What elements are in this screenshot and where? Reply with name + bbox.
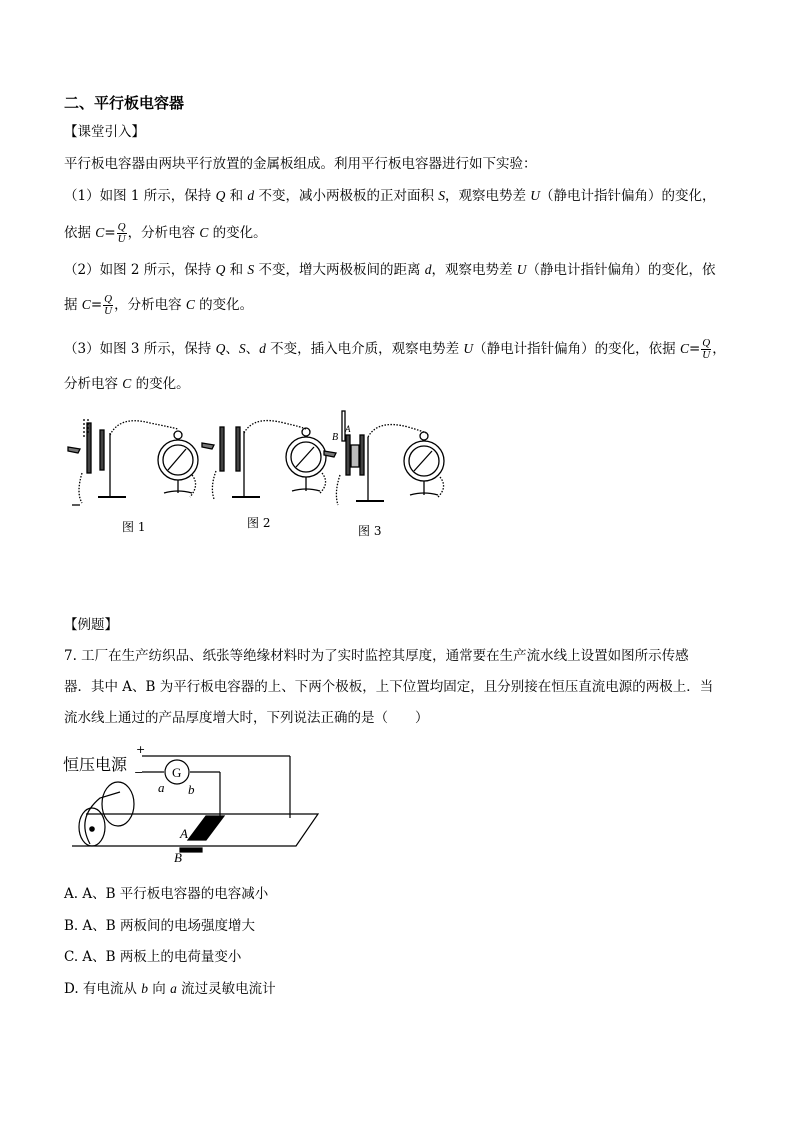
power-label: 恒压电源	[63, 755, 128, 774]
figure-3-caption: 图 3	[358, 524, 382, 538]
exp2-line2: 据 C= $\frac{Q}{U}$ ，分析电容 C 的变化。	[64, 293, 254, 317]
intro-text: 平行板电容器由两块平行放置的金属板组成。利用平行板电容器进行如下实验：	[64, 156, 537, 172]
exp3-line1: （3）如图 3 所示，保持 Q、S、d 不变，插入电介质，观察电势差 U（静电计指针偏角）的变化，依据 C= $\frac{Q}{U}$ ，	[64, 337, 726, 361]
figure-1-caption: 图 1	[122, 520, 146, 534]
section-title: 二、平行板电容器	[64, 94, 185, 112]
option-a[interactable]: A. A、B 平行板电容器的电容减小	[64, 886, 269, 902]
option-b[interactable]: B. A、B 两板间的电场强度增大	[64, 918, 255, 934]
intro-heading: 【课堂引入】	[64, 124, 145, 140]
formula-fraction: $\frac{Q}{U}$	[104, 293, 113, 317]
plus-label: +	[136, 743, 146, 756]
figure-3-drawing	[324, 411, 444, 505]
sensor-diagram	[62, 742, 362, 867]
exp1-line1: （1）如图 1 所示，保持 Q 和 d 不变，减小两极板的正对面积 S，观察电势差 U（静电计指针偏角）的变化，	[64, 188, 716, 204]
formula-fraction: $\frac{Q}{U}$	[117, 221, 126, 245]
example-heading: 【例题】	[64, 617, 118, 633]
terminal-a-label: a	[158, 780, 165, 795]
exp3-line2: 分析电容 C 的变化。	[64, 376, 190, 392]
fig3-label-b: B	[332, 432, 339, 443]
figure-2-drawing	[202, 421, 326, 499]
question-line-3: 流水线上通过的产品厚度增大时，下列说法正确的是（ ）	[64, 710, 429, 726]
plate-a-label: A	[180, 826, 188, 841]
plate-b-label: B	[174, 850, 182, 865]
terminal-b-label: b	[188, 782, 195, 797]
minus-label: −	[134, 766, 144, 779]
question-line-1: 7. 工厂在生产纺织品、纸张等绝缘材料时为了实时监控其厚度，通常要在生产流水线上设置如图所示传感	[64, 648, 689, 664]
meter-label: G	[172, 765, 182, 780]
formula-fraction: $\frac{Q}{U}$	[702, 337, 711, 361]
exp1-line2: 依据 C= $\frac{Q}{U}$ ，分析电容 C 的变化。	[64, 221, 267, 245]
figure-1-drawing	[68, 419, 198, 505]
option-c[interactable]: C. A、B 两板上的电荷量变小	[64, 949, 242, 965]
exp2-line1: （2）如图 2 所示，保持 Q 和 S 不变，增大两极板间的距离 d，观察电势差 U（静电计指针偏角）的变化，依	[64, 262, 716, 278]
fig3-label-a: A	[345, 424, 351, 434]
option-d[interactable]: D. 有电流从 b 向 a 流过灵敏电流计	[64, 981, 276, 997]
figure-2-caption: 图 2	[247, 516, 271, 530]
question-line-2: 器．其中 A、B 为平行板电容器的上、下两个极板，上下位置均固定，且分别接在恒压直流电源的两极上．当	[64, 679, 714, 695]
